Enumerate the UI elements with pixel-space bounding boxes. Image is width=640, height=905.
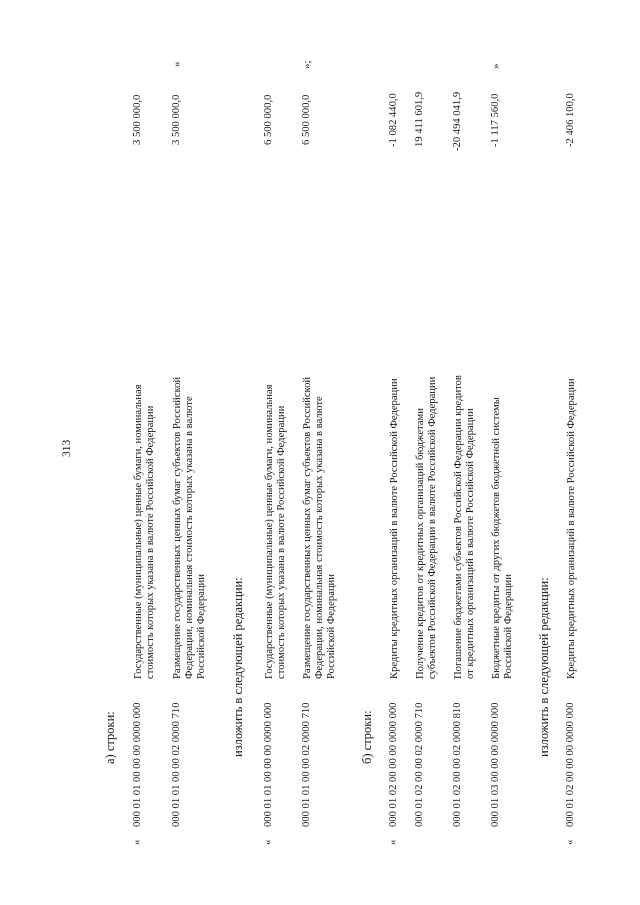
row-code: 000 01 02 00 00 00 0000 000	[388, 702, 399, 827]
row-description: Кредиты кредитных организаций в валюте Российской Федерации	[389, 378, 400, 679]
row-description: Бюджетные кредиты от других бюджетов бюджетной системы Российской Федерации	[491, 397, 515, 679]
row-description: Получение кредитов от кредитных организаций бюджетами субъектов Российской Федерации в валюте Российской Федерации	[415, 376, 439, 679]
row-value: 3 500 000,0	[132, 94, 143, 145]
quote-open: «	[262, 839, 274, 845]
row-description: Государственные (муниципальные) ценные бумаги, номинальная стоимость которых указана в валюте Российской Федерации	[133, 384, 157, 679]
row-description: Погашение бюджетами субъектов Российской Федерации кредитов от кредитных организаций в валюте Российской Федерации	[453, 375, 477, 679]
row-value: -20 494 041,9	[452, 91, 463, 151]
row-code: 000 01 01 00 00 02 0000 710	[171, 702, 182, 827]
quote-open: «	[387, 839, 399, 845]
row-value: 6 500 000,0	[263, 94, 274, 145]
page-number: 313	[61, 439, 73, 457]
quote-open: «	[131, 839, 143, 845]
quote-close: »	[171, 61, 183, 67]
section-b-label: б) строки:	[360, 710, 374, 764]
row-code: 000 01 03 00 00 00 0000 000	[490, 702, 501, 827]
row-code: 000 01 02 00 00 02 0000 810	[452, 702, 463, 827]
row-value: -2 406 100,0	[565, 93, 576, 147]
row-code: 000 01 02 00 00 00 0000 000	[565, 702, 576, 827]
section-a-label: а) строки:	[103, 711, 117, 764]
quote-open: «	[564, 839, 576, 845]
row-value: -1 117 560,0	[490, 93, 501, 147]
row-value: 3 500 000,0	[171, 94, 182, 145]
row-code: 000 01 01 00 00 00 0000 000	[263, 702, 274, 827]
row-description: Кредиты кредитных организаций в валюте Российской Федерации	[566, 378, 577, 679]
replace-label: изложить в следующей редакции:	[537, 577, 551, 757]
row-value: -1 082 440,0	[388, 93, 399, 147]
quote-close: »	[490, 63, 502, 69]
row-code: 000 01 01 00 00 02 0000 710	[301, 702, 312, 827]
quote-close: »;	[301, 60, 313, 69]
row-code: 000 01 02 00 00 02 0000 710	[414, 702, 425, 827]
row-value: 19 411 601,9	[414, 91, 425, 147]
row-description: Размещение государственных ценных бумаг субъектов Российской Федерации, номинальная стоимость которых указана в валюте Российской Федерации	[302, 376, 338, 679]
row-description: Размещение государственных ценных бумаг субъектов Российской Федерации, номинальная стоимость которых указана в валюте Российской Федерации	[172, 376, 208, 679]
row-code: 000 01 01 00 00 00 0000 000	[132, 702, 143, 827]
replace-label: изложить в следующей редакции:	[231, 577, 245, 757]
row-value: 6 500 000,0	[301, 94, 312, 145]
row-description: Государственные (муниципальные) ценные бумаги, номинальная стоимость которых указана в валюте Российской Федерации	[264, 384, 288, 679]
